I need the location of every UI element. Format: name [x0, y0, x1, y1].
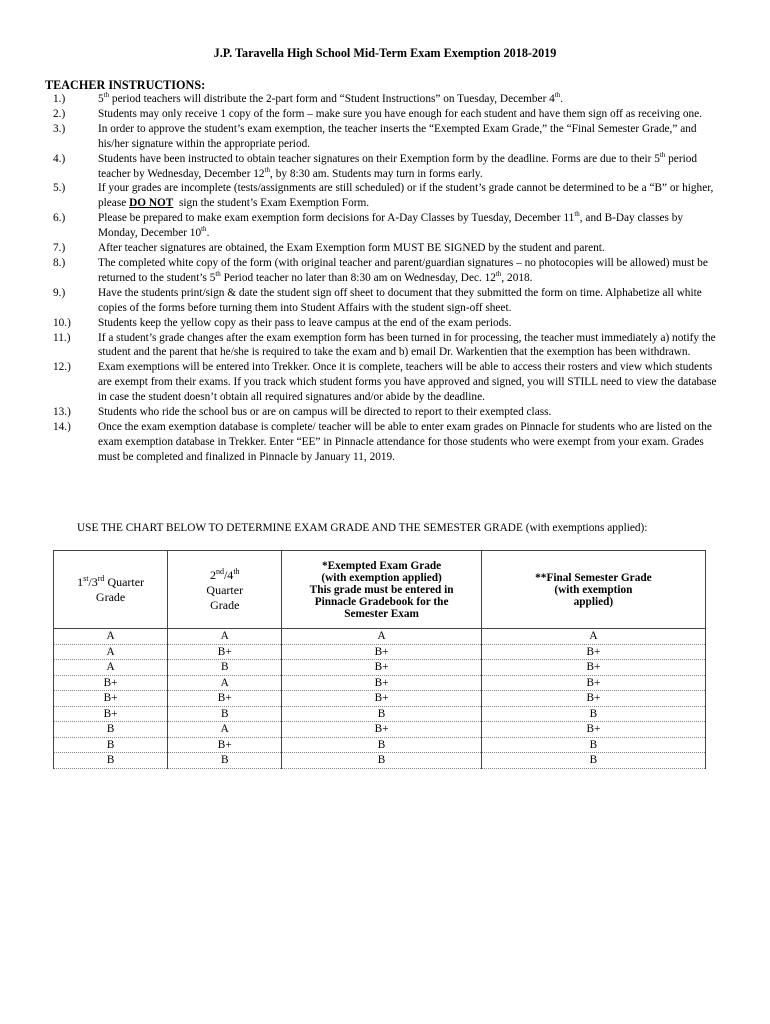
instruction-item: [45, 241, 725, 256]
table-cell: A: [54, 660, 168, 676]
instruction-text: Please be prepared to make exam exemption form decisions for A-Day Classes by Tuesday, December 11th, and B-Day classes by Monday, December 10th.: [98, 210, 683, 240]
table-row: [54, 691, 706, 707]
table-cell: A: [481, 629, 705, 645]
instruction-number: 8.): [53, 256, 66, 269]
header-final-semester-grade: **Final Semester Grade (with exemption applied): [481, 551, 705, 629]
table-row: [54, 660, 706, 676]
instruction-text: The completed white copy of the form (with original teacher and parent/guardian signatures – no photocopies will be allowed) must be returned to the student’s 5th Period teacher no later than 8:30 am on Wednesday, Dec. 12th, 2018.: [98, 256, 708, 284]
table-cell: B+: [282, 660, 481, 676]
instruction-number: 13.): [53, 406, 71, 419]
table-cell: B: [54, 753, 168, 769]
instruction-item: [45, 420, 725, 465]
table-cell: A: [54, 644, 168, 660]
table-cell: B: [54, 737, 168, 753]
instruction-number: 6.): [53, 212, 66, 225]
table-cell: B+: [168, 691, 282, 707]
instruction-item: [45, 122, 725, 152]
table-cell: A: [168, 722, 282, 738]
instruction-text: Exam exemptions will be entered into Trekker. Once it is complete, teachers will be able to access their rosters and view which students are exempt from their exams. If you track which student forms you have approved and signed, you will STILL need to view the database in case the student doesn’t obtain all required signatures and/or abide by the deadline.: [98, 361, 717, 404]
instruction-text: If your grades are incomplete (tests/assignments are still scheduled) or if the student’s grade cannot be determined to be a “B” or higher, please DO NOT sign the student’s Exam Exemption Form.: [98, 182, 714, 210]
instructions-heading: TEACHER INSTRUCTIONS:: [45, 78, 206, 92]
instruction-number: 5.): [53, 182, 66, 195]
header-quarter-1-3: 1st/3rd Quarter Grade: [54, 551, 168, 629]
table-cell: B+: [54, 706, 168, 722]
table-row: [54, 722, 706, 738]
instruction-number: 11.): [53, 331, 71, 344]
instruction-text: Students may only receive 1 copy of the form – make sure you have enough for each student and have them sign off as receiving one.: [98, 107, 702, 120]
instruction-number: 14.): [53, 420, 71, 433]
table-cell: A: [54, 629, 168, 645]
table-cell: B+: [54, 691, 168, 707]
instruction-number: 9.): [53, 286, 66, 299]
instruction-text: Students have been instructed to obtain teacher signatures on their Exemption form by the deadline. Forms are due to their 5th period teacher by Wednesday, December 12th, by 8:30 am. Students may turn in forms early.: [98, 150, 698, 180]
instruction-text: After teacher signatures are obtained, the Exam Exemption form MUST BE SIGNED by the student and parent.: [98, 242, 605, 255]
instruction-item: [45, 360, 725, 405]
table-cell: A: [168, 629, 282, 645]
table-cell: B+: [481, 722, 705, 738]
instruction-text: If a student’s grade changes after the exam exemption form has been turned in for processing, the teacher must immediately a) notify the student and the parent that he/she is required to take the exam and b) email Dr. Warkentien that the exemption has been withdrawn.: [98, 331, 716, 359]
instruction-item: [45, 256, 725, 286]
instruction-text: In order to approve the student’s exam exemption, the teacher inserts the “Exempted Exam Grade,” the “Final Semester Grade,” and his/her signature within the appropriate period.: [98, 122, 697, 150]
instruction-number: 12.): [53, 361, 71, 374]
table-cell: B: [168, 660, 282, 676]
instruction-number: 10.): [53, 316, 71, 329]
table-row: [54, 644, 706, 660]
instruction-number: 7.): [53, 242, 66, 255]
table-cell: B: [54, 722, 168, 738]
header-exempted-exam-grade: *Exempted Exam Grade (with exemption applied) This grade must be entered in Pinnacle Gradebook for the Semester Exam: [282, 551, 481, 629]
grade-chart-table: [53, 550, 706, 769]
instruction-number: 3.): [53, 122, 66, 135]
table-cell: B: [481, 753, 705, 769]
table-cell: B+: [54, 675, 168, 691]
table-cell: B+: [168, 644, 282, 660]
instruction-item: [45, 331, 725, 361]
instruction-number: 1.): [53, 93, 66, 105]
table-cell: B: [481, 706, 705, 722]
table-row: [54, 706, 706, 722]
table-row: [54, 753, 706, 769]
table-cell: B+: [282, 722, 481, 738]
instruction-text: Students keep the yellow copy as their pass to leave campus at the end of the exam periods.: [98, 316, 512, 329]
table-header-row: [54, 551, 706, 629]
table-row: [54, 629, 706, 645]
table-cell: B: [282, 706, 481, 722]
table-cell: B+: [282, 691, 481, 707]
do-not-emphasis: DO NOT: [129, 197, 174, 210]
instruction-text: Students who ride the school bus or are on campus will be directed to report to their exempted class.: [98, 406, 552, 419]
table-cell: B: [168, 706, 282, 722]
instruction-item: [45, 181, 725, 211]
instruction-item: [45, 286, 725, 316]
table-cell: A: [168, 675, 282, 691]
table-cell: B: [282, 753, 481, 769]
table-row: [54, 675, 706, 691]
chart-intro: USE THE CHART BELOW TO DETERMINE EXAM GRADE AND THE SEMESTER GRADE (with exemptions applied):: [77, 522, 648, 534]
table-cell: B+: [282, 644, 481, 660]
grade-rows: [54, 629, 706, 769]
instruction-item: [45, 316, 725, 331]
table-cell: B+: [481, 644, 705, 660]
table-row: [54, 737, 706, 753]
instruction-text: 5th period teachers will distribute the 2-part form and “Student Instructions” on Tuesday, December 4th.: [98, 91, 564, 105]
instruction-item: [45, 211, 725, 241]
table-cell: B: [282, 737, 481, 753]
table-cell: B: [168, 753, 282, 769]
table-cell: B+: [481, 675, 705, 691]
table-cell: B+: [481, 691, 705, 707]
instruction-item: [45, 92, 725, 107]
instruction-number: 2.): [53, 107, 66, 120]
instruction-item: [45, 405, 725, 420]
table-cell: B+: [282, 675, 481, 691]
instruction-text: Once the exam exemption database is complete/ teacher will be able to enter exam grades on Pinnacle for students who are listed on the exam exemption database in Trekker. Enter “EE” in Pinnacle attendance for those students who were exempt from your exam. Grades must be completed and finalized in Pinnacle by January 11, 2019.: [98, 420, 712, 463]
instruction-number: 4.): [53, 152, 66, 165]
instruction-item: [45, 107, 725, 122]
table-cell: B+: [481, 660, 705, 676]
header-quarter-2-4: 2nd/4th Quarter Grade: [168, 551, 282, 629]
table-cell: A: [282, 629, 481, 645]
table-cell: B: [481, 737, 705, 753]
instruction-item: [45, 152, 725, 182]
table-cell: B+: [168, 737, 282, 753]
instructions-list: [45, 92, 725, 465]
page-title: J.P. Taravella High School Mid-Term Exam Exemption 2018-2019: [213, 46, 557, 60]
instruction-text: Have the students print/sign & date the student sign off sheet to document that they submitted the form on time. Alphabetize all white copies of the forms before turning them into Student Affairs with the student sign-off sheet.: [98, 286, 702, 314]
